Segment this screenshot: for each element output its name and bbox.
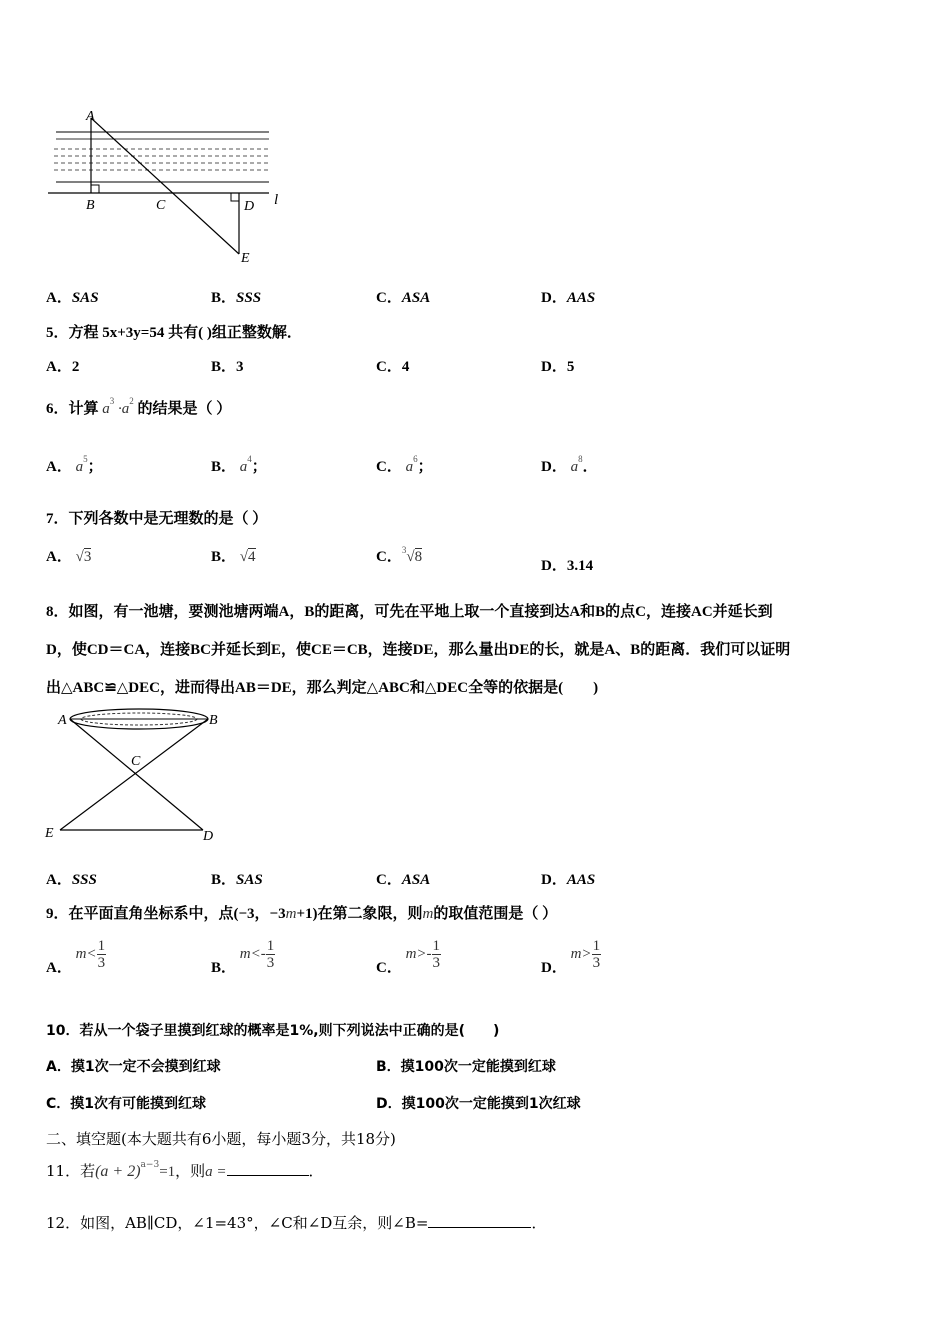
q11-text [46,1160,324,1181]
fraction: $\frac{1}{3}$ [97,938,106,971]
option-letter: B． [211,290,237,306]
label-E: E [241,251,250,266]
q6-option-a[interactable] [46,455,103,476]
label-A: A [58,713,67,728]
q7-option-a[interactable]: A． √3 [46,549,92,565]
q6-dot: · [118,401,122,417]
q11-answer-blank[interactable] [227,1161,309,1176]
option-value: SAS [71,290,99,306]
q6-base-a: a [102,401,110,417]
q12-end: ． [531,1214,547,1232]
q11-expr: (a + 2) [95,1163,141,1180]
q9-mid: +1)在第二象限，则 [296,906,423,922]
q5-text: 5．方程 5x+3y=54 共有( )组正整数解． [46,325,302,341]
label-E: E [45,826,54,841]
q9-var: m [285,906,297,922]
q5-option-d[interactable]: D．5 [541,359,575,375]
option-value: ASA [401,872,431,888]
option-value: SAS [236,872,263,888]
q10-text: 10．若从一个袋子里摸到红球的概率是1%,则下列说法中正确的是( ) [46,1023,500,1039]
q9-var: m [422,906,434,922]
option-base: a [405,459,414,475]
q10-option-d[interactable]: D．摸100次一定能摸到1次红球 [376,1096,581,1112]
q7-text: 7．下列各数中是无理数的是（ ） [46,511,268,527]
label-l: l [274,192,279,208]
q9-text [46,902,557,923]
option-letter: A． [46,290,72,306]
option-value: SSS [236,290,262,306]
option-radicand: 8 [414,549,423,565]
option-letter: C． [376,549,402,565]
q10-option-c[interactable]: C．摸1次有可能摸到红球 [46,1096,207,1112]
option-value: SSS [71,872,97,888]
option-letter: C． [376,959,402,976]
label-C: C [156,198,166,213]
q6-suffix: 的结果是（ ） [137,401,232,417]
option-relation: m< [75,945,97,962]
q12-text [46,1212,546,1233]
q5-option-c[interactable]: C．4 [376,359,410,375]
q6-option-b[interactable] [211,455,267,476]
q8-option-a[interactable] [46,868,97,889]
figure-river-triangle [40,105,300,270]
option-radicand: 4 [248,549,256,565]
option-letter: B． [211,459,237,475]
option-letter: D． [541,872,567,888]
option-letter: D． [541,459,567,475]
q8-option-b[interactable] [211,868,263,889]
option-exp: 6 [413,454,418,464]
q9-prefix: 9．在平面直角坐标系中，点(−3，−3 [46,906,286,922]
q8-line-1: 8．如图，有一池塘，要测池塘两端A，B的距离，可先在平地上取一个直接到达A和B的点C，连接AC并延长到 [46,604,773,620]
q12-body: 12．如图，AB∥CD，∠1=43°，∠C和∠D互余，则∠B= [46,1214,429,1232]
q9-option-b[interactable] [211,938,275,977]
section-heading: 二、填空题(本大题共有6小题，每小题3分，共18分) [46,1130,396,1148]
q9-suffix: 的取值范围是（ ） [433,906,558,922]
q11-end: ． [308,1162,324,1180]
option-end: ； [87,459,103,475]
q6-exp-b: 2 [129,396,134,406]
q6-prefix: 6．计算 [46,401,99,417]
q5-option-b[interactable]: B．3 [211,359,244,375]
q6-option-c[interactable] [376,455,433,476]
q11-eq: =1 [159,1164,176,1180]
q6-base-b: a [121,401,130,417]
q8-line-3: 出△ABC≌△DEC，进而得出AB＝DE，那么判定△ABC和△DEC全等的依据是( ) [46,680,599,696]
option-end: ； [417,459,433,475]
option-letter: D． [541,959,567,976]
option-base: a [239,459,248,475]
option-letter: C． [376,872,402,888]
option-base: a [75,459,84,475]
option-base: a [570,459,579,475]
option-relation: m>- [405,945,432,962]
option-relation: m<- [239,945,266,962]
q7-option-c[interactable]: C．$^3$√8 [376,545,423,565]
option-exp: 4 [247,454,252,464]
figure-pond-triangles [40,700,230,850]
fraction: $\frac{1}{3}$ [432,938,441,971]
option-letter: D． [541,290,567,306]
option-letter: A． [46,459,72,475]
q11-mid: ，则 [175,1162,206,1180]
label-B: B [209,713,218,728]
option-letter: B． [211,872,237,888]
option-letter: B． [211,549,237,565]
fraction: $\frac{1}{3}$ [592,938,601,971]
q4-option-b[interactable] [211,286,261,307]
q6-exp-a: 3 [109,396,115,406]
q10-option-b[interactable]: B．摸100次一定能摸到红球 [376,1059,556,1075]
option-root-index: 3 [401,545,407,555]
option-value: AAS [566,290,596,306]
q6-text [46,397,231,418]
label-D: D [203,829,214,844]
label-A: A [86,109,95,124]
q4-option-c[interactable] [376,286,430,307]
q8-line-2: D，使CD＝CA，连接BC并延长到E，使CE＝CB，连接DE，那么量出DE的长，就是A、B的距离．我们可以证明 [46,642,791,658]
option-exp: 8 [578,454,583,464]
option-exp: 5 [83,454,88,464]
q5-option-a[interactable]: A．2 [46,359,80,375]
option-letter: A． [46,872,72,888]
option-letter: C． [376,459,402,475]
option-value: AAS [566,872,596,888]
q11-exp: a−3 [140,1160,160,1170]
q9-option-d[interactable] [541,938,601,977]
option-relation: m> [570,945,592,962]
label-C: C [131,754,141,769]
q6-option-d[interactable] [541,455,598,476]
option-radicand: 3 [83,549,92,565]
fraction: $\frac{1}{3}$ [266,938,275,971]
q8-option-d[interactable] [541,868,595,889]
option-letter: B． [211,959,237,976]
q7-option-b[interactable]: B． √4 [211,549,256,565]
option-value: ASA [401,290,431,306]
option-end: ； [251,459,267,475]
q11-var: a = [205,1164,227,1180]
option-end: ． [582,459,598,475]
q4-option-d[interactable] [541,286,595,307]
option-letter: A． [46,549,72,565]
q12-answer-blank[interactable] [428,1213,531,1228]
q11-prefix: 11．若 [46,1162,96,1180]
label-D: D [244,199,255,214]
q4-option-a[interactable] [46,286,99,307]
q7-option-d[interactable]: D．3.14 [541,558,594,574]
q9-option-c[interactable] [376,938,441,977]
q10-option-a[interactable]: A．摸1次一定不会摸到红球 [46,1059,221,1075]
q9-option-a[interactable] [46,938,106,977]
option-letter: C． [376,290,402,306]
label-B: B [86,198,95,213]
q8-option-c[interactable] [376,868,430,889]
option-letter: A． [46,959,72,976]
